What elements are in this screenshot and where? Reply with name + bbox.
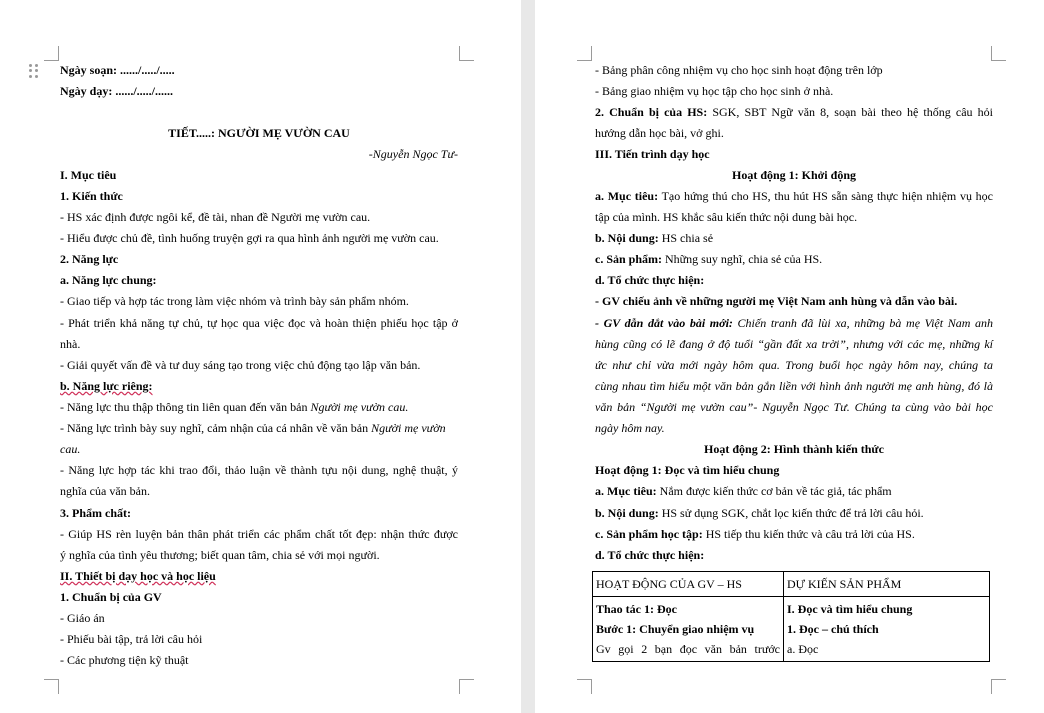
paragraph-line: - Giao tiếp và hợp tác trong làm việc nhóm và trình bày sản phẩm nhóm. bbox=[60, 294, 409, 308]
ngay-soan: Ngày soạn: ....../...../..... bbox=[60, 63, 175, 77]
bold-label: a. Mục tiêu: bbox=[595, 189, 659, 203]
paragraph-line: văn bản “Người mẹ vườn cau”- Nguyễn Ngọc Tư. Chúng ta cùng vào bài học bbox=[595, 400, 993, 414]
subsection-heading: b. Năng lực riêng: bbox=[60, 379, 153, 393]
crop-mark bbox=[577, 679, 592, 694]
paragraph-line bbox=[60, 421, 446, 435]
section-heading: I. Mục tiêu bbox=[60, 168, 117, 182]
paragraph-line: hùng cũng có lẽ đang ở độ tuổi “gần đất xa trời”, nhưng với các mẹ, những kí bbox=[595, 337, 993, 351]
italic-text: Người mẹ vườn cau. bbox=[310, 400, 409, 414]
paragraph-line bbox=[595, 316, 993, 330]
bold-label: a. Mục tiêu: bbox=[595, 484, 657, 498]
paragraph-line bbox=[595, 252, 822, 266]
bold-label: - GV dẫn dắt vào bài mới: bbox=[595, 316, 733, 330]
paragraph-line: - HS xác định được ngôi kể, đề tài, nhan đề Người mẹ vườn cau. bbox=[60, 210, 371, 224]
subsection-heading: d. Tổ chức thực hiện: bbox=[595, 273, 705, 287]
paragraph-line: - Năng lực hợp tác khi trao đổi, thảo luận về thành tựu nội dung, nghệ thuật, ý bbox=[60, 463, 458, 477]
bold-label: b. Nội dung: bbox=[595, 231, 659, 245]
bold-label: c. Sản phẩm học tập: bbox=[595, 527, 703, 541]
paragraph-line: nhà. bbox=[60, 337, 81, 351]
paragraph-line: cùng nhau tìm hiểu một văn bản gắn liền với hình ảnh người mẹ anh hùng, đó là bbox=[595, 379, 993, 393]
paragraph-line: cau. bbox=[60, 442, 81, 456]
paragraph-line: hướng dẫn học bài, vở ghi. bbox=[595, 126, 724, 140]
paragraph-line bbox=[595, 231, 713, 245]
activity-table bbox=[592, 571, 990, 662]
subsection-heading: Hoạt động 1: Đọc và tìm hiểu chung bbox=[595, 463, 780, 477]
drag-handle-icon[interactable] bbox=[29, 64, 39, 78]
cell-line: Thao tác 1: Đọc bbox=[596, 602, 677, 616]
subsection-heading: 1. Chuẩn bị của GV bbox=[60, 590, 162, 604]
paragraph-line: ý nghĩa của tình yêu thương; biết quan tâm, chia sẻ với mọi người. bbox=[60, 548, 380, 562]
paragraph-line bbox=[60, 400, 408, 414]
section-heading: III. Tiến trình dạy học bbox=[595, 147, 710, 161]
bold-label: 2. Chuẩn bị của HS: bbox=[595, 105, 708, 119]
bold-label: b. Nội dung: bbox=[595, 506, 659, 520]
crop-mark bbox=[991, 46, 1006, 61]
table-header-cell: DỰ KIẾN SẢN PHẨM bbox=[784, 572, 990, 597]
paragraph-line bbox=[595, 189, 993, 203]
paragraph-line bbox=[595, 105, 993, 119]
paragraph-line: ngày hôm nay. bbox=[595, 421, 665, 435]
paragraph-line: - Phiếu bài tập, trả lời câu hỏi bbox=[60, 632, 203, 646]
cell-line: Bước 1: Chuyển giao nhiệm vụ bbox=[596, 622, 755, 636]
crop-mark bbox=[44, 679, 59, 694]
text-span: HS sử dụng SGK, chắt lọc kiến thức để trả lời câu hỏi. bbox=[658, 506, 924, 520]
text-span: Nắm được kiến thức cơ bản về tác giả, tác phẩm bbox=[656, 484, 892, 498]
paragraph-line bbox=[595, 506, 924, 520]
text-span: Những suy nghĩ, chia sẻ của HS. bbox=[662, 252, 823, 266]
table-cell bbox=[784, 597, 990, 662]
paragraph-line: - Bảng phân công nhiệm vụ cho học sinh hoạt động trên lớp bbox=[595, 63, 883, 77]
paragraph-line: - Hiểu được chủ đề, tình huống truyện gợi ra qua hình ảnh người mẹ vườn cau. bbox=[60, 231, 439, 245]
page-title: TIẾT.....: NGƯỜI MẸ VƯỜN CAU bbox=[168, 126, 350, 140]
crop-mark bbox=[459, 46, 474, 61]
activity-heading: Hoạt động 2: Hình thành kiến thức bbox=[704, 442, 884, 456]
crop-mark bbox=[991, 679, 1006, 694]
paragraph-line: - Giải quyết vấn đề và tư duy sáng tạo trong việc chủ động tạo lập văn bản. bbox=[60, 358, 421, 372]
paragraph-line: - GV chiếu ảnh về những người mẹ Việt Nam anh hùng và dẫn vào bài. bbox=[595, 294, 958, 308]
subsection-heading: 2. Năng lực bbox=[60, 252, 119, 266]
paragraph-line: - Giúp HS rèn luyện bản thân phát triển các phẩm chất tốt đẹp: nhận thức được bbox=[60, 527, 458, 541]
text-span: - Năng lực trình bày suy nghĩ, cảm nhận của cá nhân về văn bản bbox=[60, 421, 372, 435]
text-span: SGK, SBT Ngữ văn 8, soạn bài theo hệ thống câu hỏi bbox=[707, 105, 993, 119]
crop-mark bbox=[44, 46, 59, 61]
text-span: - Năng lực thu thập thông tin liên quan đến văn bản bbox=[60, 400, 311, 414]
paragraph-line: tập của mình. HS khắc sâu kiến thức nội dung bài học. bbox=[595, 210, 858, 224]
paragraph-line: - Bảng giao nhiệm vụ học tập cho học sinh ở nhà. bbox=[595, 84, 834, 98]
ngay-day: Ngày dạy: ....../...../...... bbox=[60, 84, 174, 98]
cell-line: a. Đọc bbox=[787, 642, 819, 656]
subsection-heading: 1. Kiến thức bbox=[60, 189, 123, 203]
crop-mark bbox=[459, 679, 474, 694]
cell-line: I. Đọc và tìm hiểu chung bbox=[787, 602, 913, 616]
subsection-heading: 3. Phẩm chất: bbox=[60, 506, 131, 520]
table-header-row bbox=[593, 572, 990, 597]
text-span: HS chia sẻ bbox=[658, 231, 714, 245]
subsection-heading: d. Tổ chức thực hiện: bbox=[595, 548, 705, 562]
paragraph-line: - Các phương tiện kỹ thuật bbox=[60, 653, 189, 667]
italic-text: Người mẹ vườn bbox=[371, 421, 446, 435]
bold-label: c. Sản phẩm: bbox=[595, 252, 663, 266]
cell-line: 1. Đọc – chú thích bbox=[787, 622, 879, 636]
section-heading: II. Thiết bị dạy học và học liệu bbox=[60, 569, 216, 583]
crop-mark bbox=[577, 46, 592, 61]
text-span: Chiến tranh đã lùi xa, những bà mẹ Việt Nam anh bbox=[732, 316, 993, 330]
document-page-left bbox=[0, 0, 521, 713]
table-header-cell: HOẠT ĐỘNG CỦA GV – HS bbox=[593, 572, 784, 597]
paragraph-line: ức như chỉ vừa mới ngày hôm qua. Trong buổi học ngày hôm nay, chúng ta bbox=[595, 358, 993, 372]
cell-line: Gv gọi 2 bạn đọc văn bản trước bbox=[596, 642, 780, 656]
table-cell bbox=[593, 597, 784, 662]
activity-heading: Hoạt động 1: Khởi động bbox=[731, 168, 856, 182]
table-row bbox=[593, 597, 990, 662]
text-span: Tạo hứng thú cho HS, thu hút HS sẵn sàng thực hiện nhiệm vụ học bbox=[658, 189, 993, 203]
paragraph-line bbox=[595, 484, 892, 498]
paragraph-line: - Phát triển khả năng tự chủ, tự học qua việc đọc và hoàn thiện phiếu học tập ở bbox=[60, 316, 458, 330]
author: -Nguyễn Ngọc Tư- bbox=[368, 147, 458, 161]
subsection-heading: a. Năng lực chung: bbox=[60, 273, 157, 287]
paragraph-line bbox=[595, 527, 915, 541]
paragraph-line: - Giáo án bbox=[60, 611, 105, 625]
text-span: HS tiếp thu kiến thức và câu trả lời của HS. bbox=[702, 527, 915, 541]
paragraph-line: nghĩa của văn bản. bbox=[60, 484, 150, 498]
